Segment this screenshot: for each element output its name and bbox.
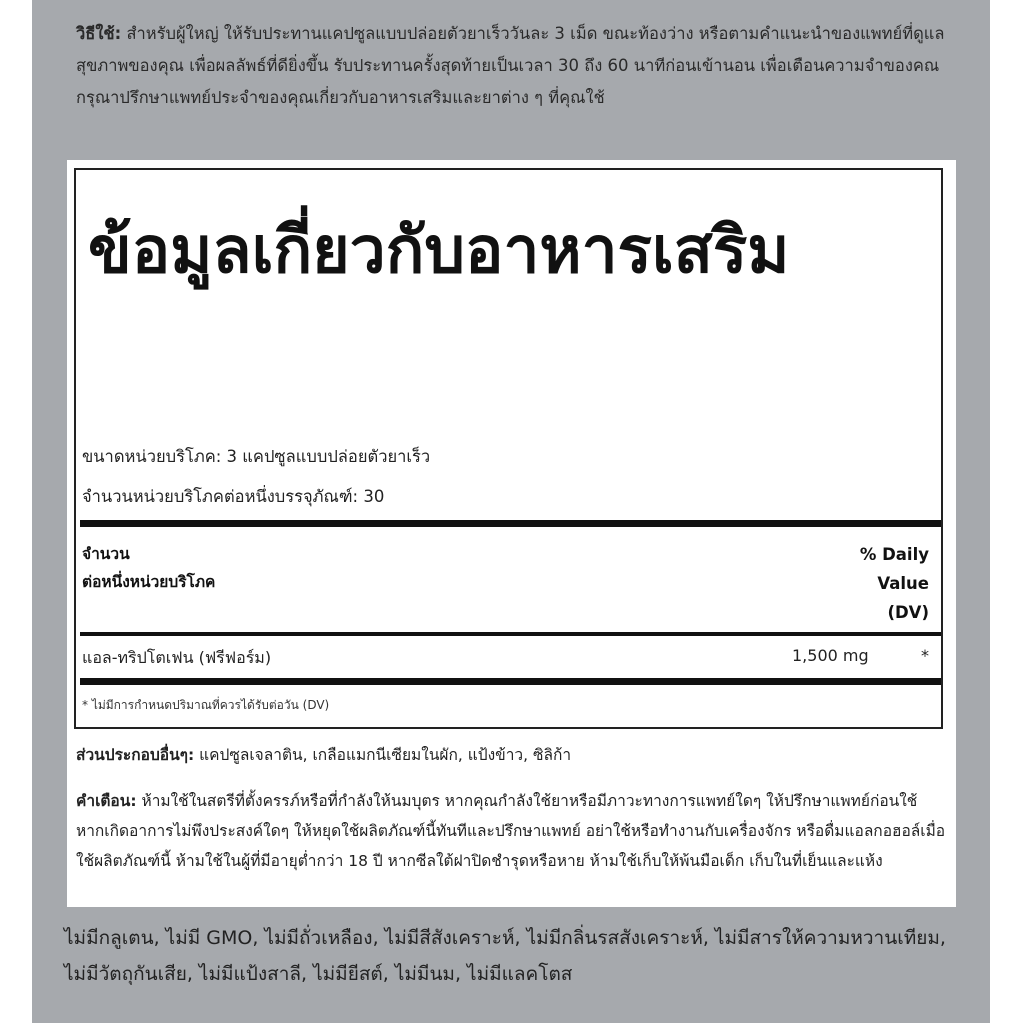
- other-ingredients-text: แคปซูลเจลาติน, เกลือแมกนีเซียมในผัก, แป้งข้าว, ซิลิก้า: [194, 746, 572, 764]
- directions-label: วิธีใช้:: [76, 24, 122, 43]
- supplement-facts-title: ข้อมูลเกี่ยวกับอาหารเสริม: [88, 214, 790, 288]
- ingredient-name: แอล-ทริปโตเฟน (ฟรีฟอร์ม): [82, 648, 272, 667]
- other-ingredients-label: ส่วนประกอบอื่นๆ:: [76, 746, 195, 764]
- dv-header-line3: (DV): [887, 603, 929, 622]
- warning: [76, 786, 948, 876]
- other-ingredients: [76, 740, 946, 770]
- servings-per-container: จำนวนหน่วยบริโภคต่อหนึ่งบรรจุภัณฑ์: 30: [82, 487, 385, 506]
- supplement-facts-box: [74, 168, 943, 729]
- directions-text: [76, 18, 956, 114]
- amount-header-line2: ต่อหนึ่งหน่วยบริโภค: [82, 573, 216, 591]
- thick-divider-bottom: [80, 678, 941, 685]
- warning-label: คำเตือน:: [76, 792, 137, 810]
- directions-body: สำหรับผู้ใหญ่ ให้รับประทานแคปซูลแบบปล่อยตัวยาเร็ววันละ 3 เม็ด ขณะท้องว่าง หรือตามคำแนะนำของแพทย์ที่ดูแลสุขภาพของคุณ เพื่อผลลัพธ์ที่ดียิ่งขึ้น รับประทานครั้งสุดท้ายเป็นเวลา 30 ถึง 60 นาทีก่อนเข้านอน เพื่อเตือนความจำของคณ กรุณาปรึกษาแพทย์ประจำของคุณเกี่ยวกับอาหารเสริมและยาต่าง ๆ ที่คุณใช้: [76, 24, 945, 107]
- dv-footnote: * ไม่มีการกำหนดปริมาณที่ควรได้รับต่อวัน (DV): [82, 698, 330, 712]
- ingredient-amount: 1,500 mg: [792, 646, 869, 665]
- serving-size: ขนาดหน่วยบริโภค: 3 แคปซูลแบบปล่อยตัวยาเร็ว: [82, 447, 431, 466]
- ingredient-dv: *: [921, 646, 929, 665]
- amount-header-line1: จำนวน: [82, 545, 130, 563]
- divider-header: [80, 632, 941, 636]
- amount-per-serving-header: [82, 540, 215, 596]
- thick-divider-top: [80, 520, 941, 527]
- daily-value-header: [860, 540, 929, 627]
- free-from-claims: ไม่มีกลูเตน, ไม่มี GMO, ไม่มีถั่วเหลือง, ไม่มีสีสังเคราะห์, ไม่มีกลิ่นรสสังเคราะห์, ไม่มีสารให้ความหวานเทียม, ไม่มีวัตถุกันเสีย, ไม่มีแป้งสาลี, ไม่มียีสต์, ไม่มีนม, ไม่มีแลคโตส: [64, 927, 946, 985]
- dv-header-line1: % Daily: [859, 545, 929, 564]
- dv-header-line2: Value: [877, 574, 929, 593]
- warning-text: ห้ามใช้ในสตรีที่ตั้งครรภ์หรือที่กำลังให้นมบุตร หากคุณกำลังใช้ยาหรือมีภาวะทางการแพทย์ใดๆ ให้ปรึกษาแพทย์ก่อนใช้ หากเกิดอาการไม่พึงประสงค์ใดๆ ให้หยุดใช้ผลิตภัณฑ์นี้ทันทีและปรึกษาแพทย์ อย่าใช้หรือทำงานกับเครื่องจักร หรือดื่มแอลกอฮอล์เมื่อใช้ผลิตภัณฑ์นี้ ห้ามใช้ในผู้ที่มีอายุต่ำกว่า 18 ปี หากซีลใต้ฝาปิดชำรุดหรือหาย ห้ามใช้เก็บให้พ้นมือเด็ก เก็บในที่เย็นและแห้ง: [76, 792, 946, 870]
